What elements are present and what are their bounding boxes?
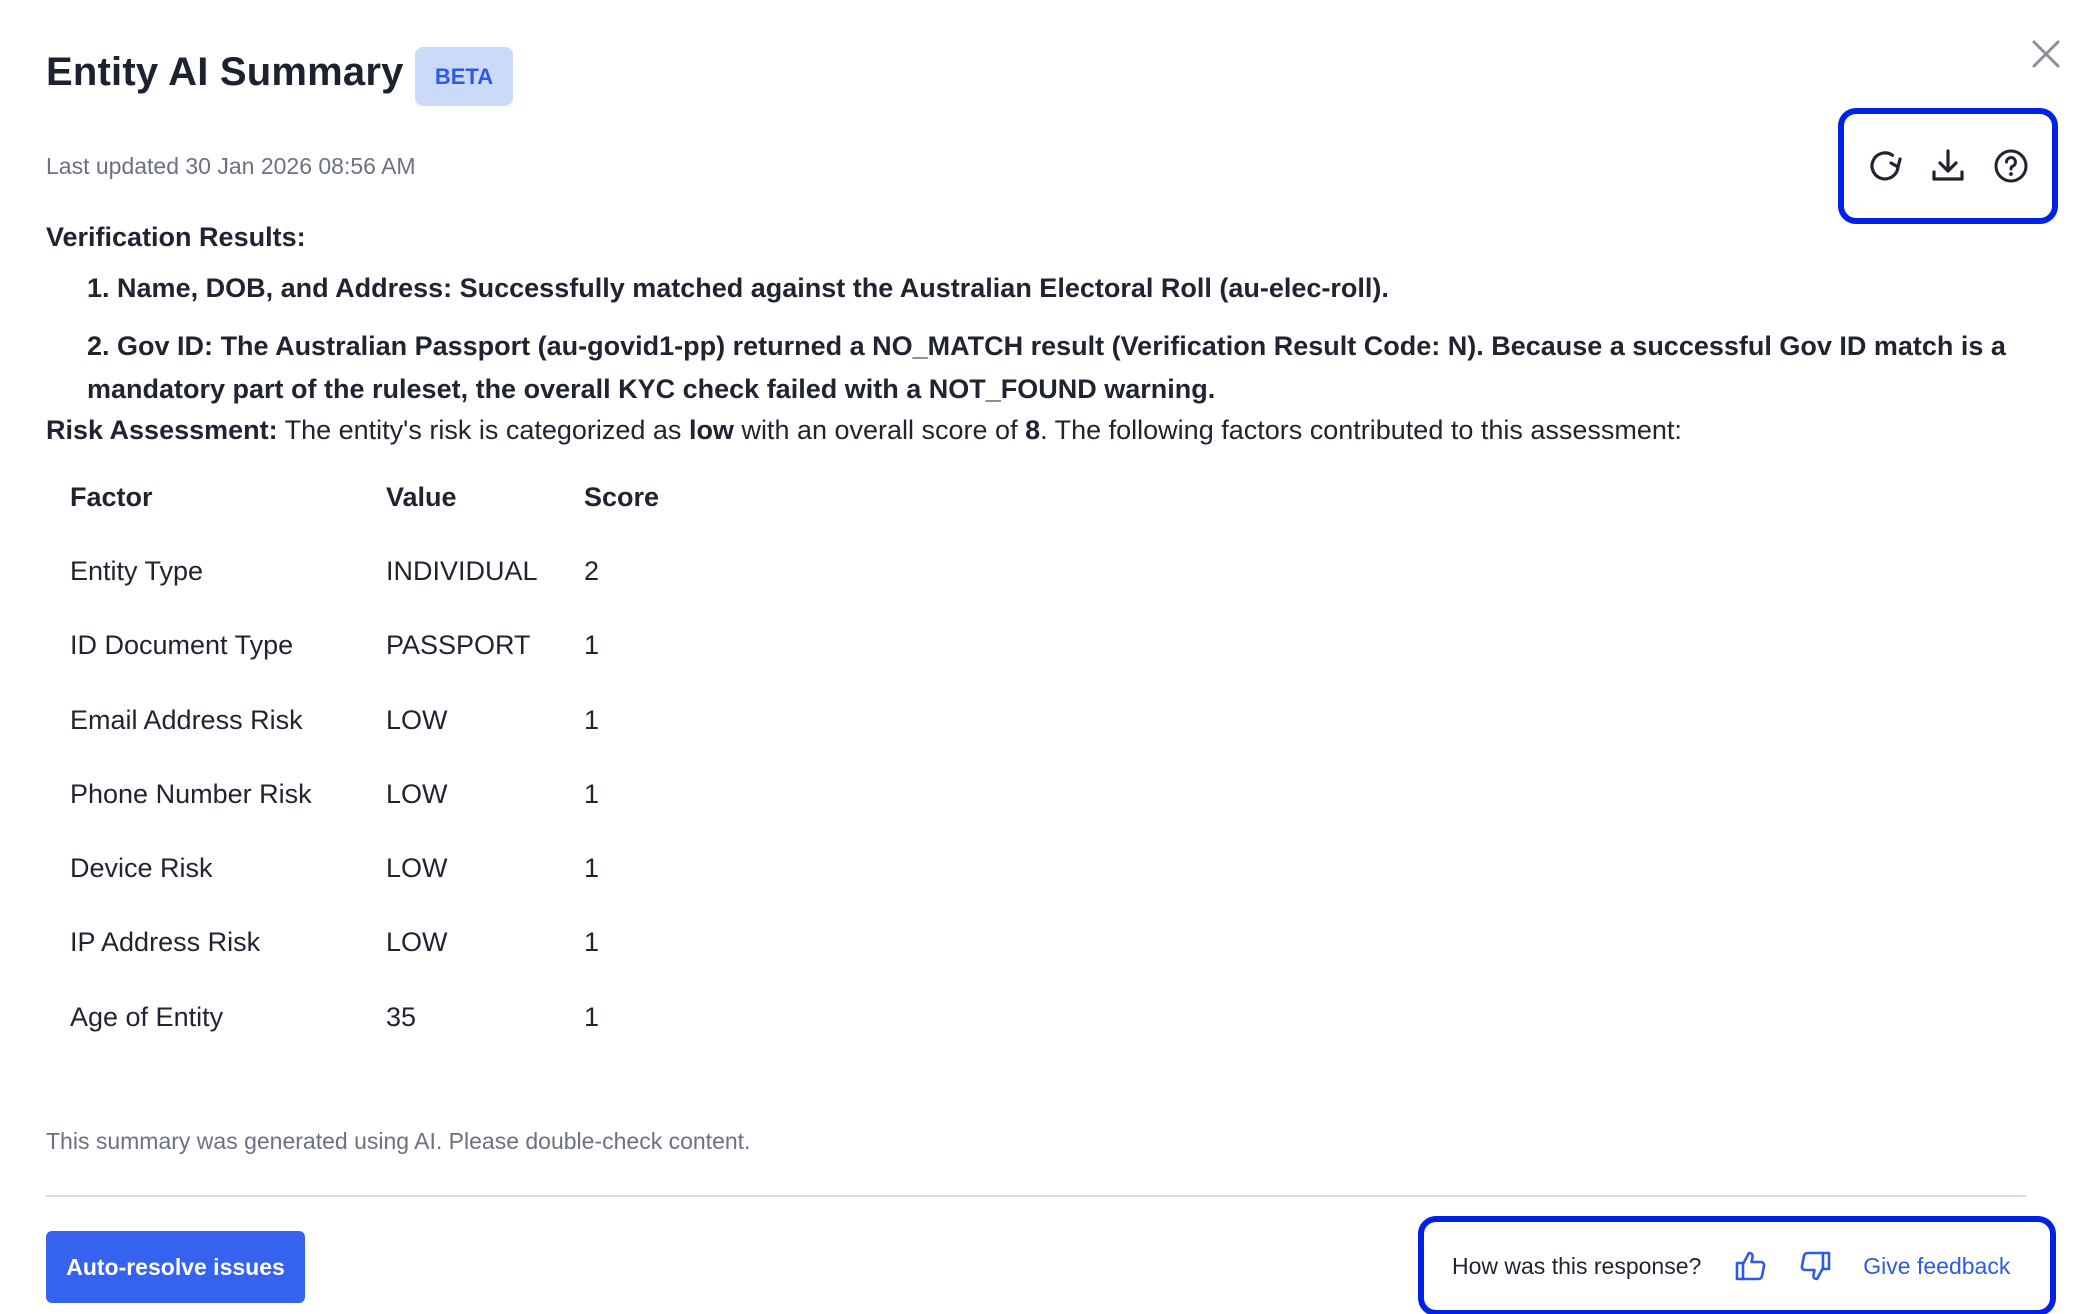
column-header: Factor xyxy=(70,481,153,512)
factor-cell: IP Address Risk xyxy=(70,927,261,958)
summary-actions-toolbar xyxy=(1838,108,2058,224)
table-row xyxy=(46,906,680,980)
table-row xyxy=(46,831,680,905)
factor-cell: Entity Type xyxy=(70,555,204,586)
value-cell: PASSPORT xyxy=(386,630,531,661)
risk-text: The entity's risk is categorized as xyxy=(277,415,689,445)
item-label: Name, DOB, and Address: xyxy=(117,273,453,303)
feedback-question: How was this response? xyxy=(1452,1252,1702,1279)
score-cell: 1 xyxy=(584,853,600,884)
risk-text: with an overall score of xyxy=(733,415,1026,445)
table-row xyxy=(46,980,680,1054)
factor-cell: Email Address Risk xyxy=(70,704,303,735)
download-icon xyxy=(1928,146,1968,186)
close-icon xyxy=(2031,39,2061,69)
value-cell: INDIVIDUAL xyxy=(386,555,538,586)
give-feedback-link[interactable]: Give feedback xyxy=(1863,1252,2011,1279)
table-row xyxy=(46,683,680,757)
feedback-panel xyxy=(1418,1216,2056,1314)
item-text: Successfully matched against the Australian Electoral Roll (au-elec-roll). xyxy=(452,273,1389,303)
table-row xyxy=(46,757,680,831)
factor-cell: Phone Number Risk xyxy=(70,778,312,809)
item-text: The Australian Passport (au-govid1-pp) returned a NO_MATCH result (Verification Result Code: N). Because a successful Gov ID match is a mandatory part of the ruleset, the overall KYC check failed with a NOT_FOUND warning. xyxy=(87,331,2006,404)
thumbs-down-icon xyxy=(1798,1249,1832,1283)
column-header: Value xyxy=(386,481,457,512)
thumbs-up-icon xyxy=(1734,1249,1768,1283)
risk-level: low xyxy=(688,415,734,445)
score-cell: 1 xyxy=(584,704,600,735)
risk-text: . The following factors contributed to this assessment: xyxy=(1040,415,1682,445)
thumbs-up-button[interactable] xyxy=(1729,1244,1773,1288)
item-label: Gov ID: xyxy=(117,331,214,361)
value-cell: 35 xyxy=(386,1001,417,1032)
verification-heading: Verification Results: xyxy=(46,222,306,252)
last-updated: Last updated 30 Jan 2026 08:56 AM xyxy=(46,153,416,179)
download-button[interactable] xyxy=(1922,140,1974,192)
value-cell: LOW xyxy=(386,778,448,809)
verification-item xyxy=(87,267,2006,310)
item-number: 2. xyxy=(87,331,110,361)
modal-title: Entity AI Summary xyxy=(46,50,404,94)
close-button[interactable] xyxy=(2024,32,2068,76)
score-cell: 1 xyxy=(584,1001,600,1032)
auto-resolve-button[interactable]: Auto-resolve issues xyxy=(46,1231,305,1303)
risk-score: 8 xyxy=(1025,415,1041,445)
table-row xyxy=(46,534,680,608)
score-cell: 2 xyxy=(584,555,600,586)
score-cell: 1 xyxy=(584,778,600,809)
verification-item xyxy=(87,325,2006,411)
ai-disclaimer: This summary was generated using AI. Please double-check content. xyxy=(46,1128,751,1154)
help-button[interactable] xyxy=(1985,140,2037,192)
summary-content xyxy=(46,222,2006,452)
factor-cell: ID Document Type xyxy=(70,630,294,661)
value-cell: LOW xyxy=(386,853,448,884)
factor-cell: Age of Entity xyxy=(70,1001,224,1032)
factor-cell: Device Risk xyxy=(70,853,213,884)
thumbs-down-button[interactable] xyxy=(1793,1244,1837,1288)
risk-factors-table xyxy=(46,460,680,1054)
item-number: 1. xyxy=(87,273,110,303)
refresh-button[interactable] xyxy=(1859,140,1911,192)
value-cell: LOW xyxy=(386,704,448,735)
value-cell: LOW xyxy=(386,927,448,958)
table-row xyxy=(46,609,680,683)
beta-badge: BETA xyxy=(415,47,513,106)
column-header: Score xyxy=(584,481,660,512)
help-icon xyxy=(1991,146,2031,186)
risk-label: Risk Assessment: xyxy=(46,415,278,445)
verification-list xyxy=(46,267,2006,411)
risk-assessment xyxy=(46,409,2006,452)
table-header-row xyxy=(46,460,680,534)
refresh-icon xyxy=(1865,146,1905,186)
footer-divider xyxy=(46,1195,2026,1197)
score-cell: 1 xyxy=(584,927,600,958)
score-cell: 1 xyxy=(584,630,600,661)
